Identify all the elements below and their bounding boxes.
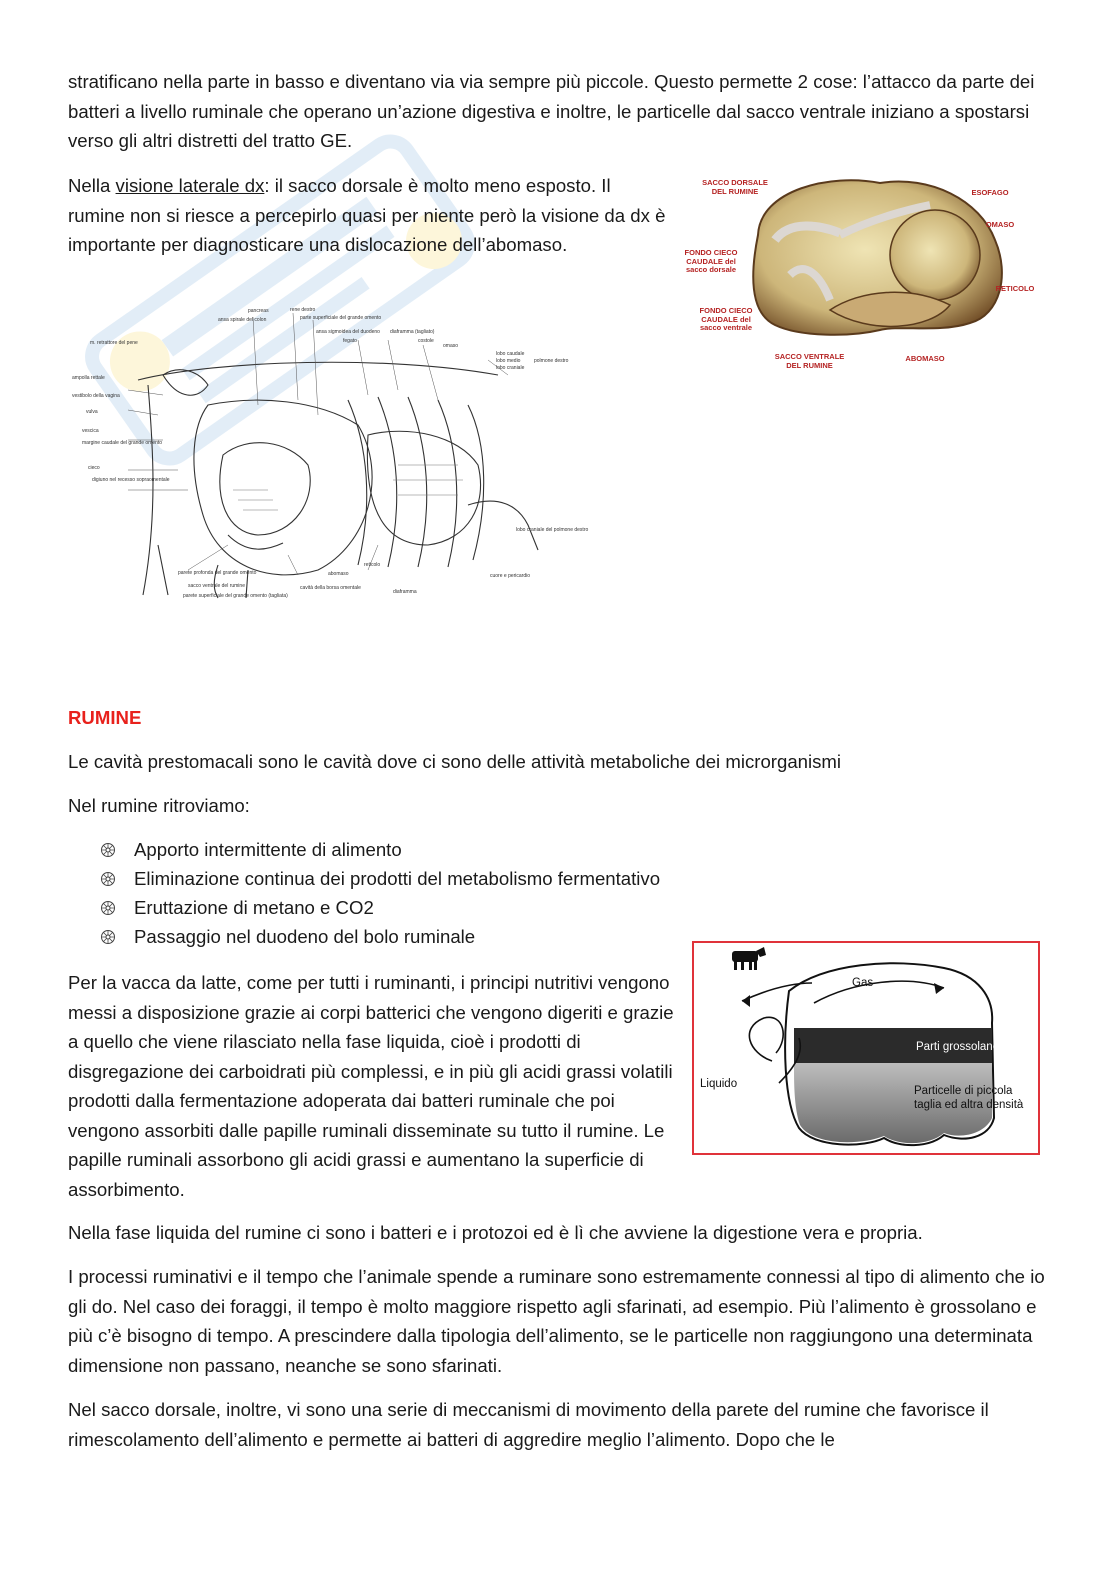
paragraph-dorsal-sac: Nel sacco dorsale, inoltre, vi sono una serie di meccanismi di movimento della parete del rumine che favorisce il rimescolamento dell’alimento e permette ai batteri di aggredire meglio l’alimento. Dopo che le [68, 1399, 989, 1450]
anatomy-drawing [68, 305, 578, 600]
paragraph-liquid-phase: Nella fase liquida del rumine ci sono i batteri e i protozoi ed è lì che avviene la digestione vera e propria. [68, 1222, 923, 1243]
anat-label-11: lobo medio [496, 358, 521, 364]
list-item [100, 923, 660, 952]
paragraph-nutrients: Per la vacca da latte, come per tutti i ruminanti, i principi nutritivi vengono messi a disposizione grazie ai corpi batterici che vengono digeriti e grazie a quello che viene rilasciato nella fase liquida, cioè i prodotti di disgregazione dei carboidrati più complessi, e in più gli acidi grassi volatili prodotti dalla fermentazione adoperata dai batteri ruminale che poi vengono assorbiti dalle papille ruminali disseminate su tutto il rumine. Le papille ruminali assorbono gli acidi grassi e aumentano la superficie di assorbimento. [68, 972, 674, 1200]
anat-label-20: cieco [88, 465, 100, 471]
paragraph-list-lead: Nel rumine ritroviamo: [68, 795, 250, 816]
rumen-stratification-diagram [692, 941, 1040, 1155]
label-omaso: OMASO [985, 220, 1015, 229]
para-underlined: visione laterale dx [115, 175, 265, 196]
list-item [100, 835, 660, 864]
anat-label-15: ampolla rettale [72, 375, 105, 381]
label-sacco-ventrale: SACCO VENTRALE DEL RUMINE [774, 352, 845, 370]
anat-label-10: lobo caudale [496, 351, 525, 357]
diagram-label-particelle: Particelle di piccola taglia ed altra densità [914, 1085, 1024, 1111]
diagram-label-parti: Parti grossolane [916, 1041, 1000, 1053]
anat-label-27: reticolo [364, 562, 381, 568]
list-item [100, 893, 660, 922]
anat-label-30: parete superficiale del grande omento (tagliata) [183, 593, 288, 599]
anat-label-9: omaso [443, 343, 459, 349]
anatomy-line-drawing [68, 305, 589, 600]
anat-label-1: pancreas [248, 308, 269, 314]
anat-label-6: fegato [343, 338, 357, 344]
gear-bullet-icon [100, 900, 134, 916]
anat-label-28: cavità della borsa omentale [300, 585, 361, 591]
anat-label-21: digiuno nel recesso sopraomentale [92, 477, 170, 483]
bullet-list [100, 835, 660, 952]
anat-label-24: parete profonda del grande omento [178, 570, 257, 576]
anat-label-25: sacco ventrale del rumine [188, 583, 245, 589]
anat-label-18: vescica [82, 428, 99, 434]
paragraph-continuation: stratificano nella parte in basso e diventano via via sempre più piccole. Questo permette 2 cose: l’attacco da parte dei batteri a livello ruminale che operano un’azione digestiva e inoltre, le particelle dal sacco ventrale iniziano a spostarsi verso gli altri distretti del tratto GE. [68, 71, 1035, 151]
paragraph-intro: Le cavità prestomacali sono le cavità dove ci sono delle attività metaboliche dei microrganismi [68, 751, 842, 772]
anat-label-7: diaframma (tagliato) [390, 329, 435, 335]
cow-icon [732, 947, 766, 970]
bullet-text: Passaggio nel duodeno del bolo ruminale [134, 926, 476, 948]
anat-label-26: abomaso [328, 571, 349, 577]
label-fondo-dorsale: FONDO CIECO CAUDALE del sacco dorsale [684, 248, 738, 274]
anat-label-8: costole [418, 338, 434, 344]
anat-label-29: diaframma [393, 589, 417, 595]
anat-label-14: m. retrattore del pene [90, 340, 138, 346]
diagram-label-gas: Gas [852, 977, 874, 989]
label-esofago: ESOFAGO [971, 188, 1009, 197]
para-lead: Nella [68, 175, 116, 196]
para-rest: : il sacco dorsale è molto meno esposto. Il rumine non si riesce a percepirlo quasi per niente però la visione da dx è importante per diagnosticare una dislocazione dell’abomaso. [68, 175, 666, 255]
label-sacco-dorsale: SACCO DORSALE DEL RUMINE [702, 178, 768, 196]
gear-bullet-icon [100, 871, 134, 887]
label-reticolo: RETICOLO [995, 284, 1035, 293]
anat-label-12: lobo craniale [496, 365, 525, 371]
anat-label-2: ansa spirale del colon [218, 317, 267, 323]
diagram-label-liquido: Liquido [700, 1078, 738, 1090]
anat-label-13: polmone destro [534, 358, 569, 364]
rumen-illustration [680, 165, 1050, 375]
bullet-text: Apporto intermittente di alimento [134, 838, 402, 860]
section-heading: RUMINE [68, 707, 142, 728]
anat-label-22: lobo craniale del polmone destro [516, 527, 589, 533]
paragraph-rumination: I processi ruminativi e il tempo che l’animale spende a ruminare sono estremamente connessi al tipo di alimento che io gli do. Nel caso dei foraggi, il tempo è molto maggiore rispetto agli sfarinati, ad esempio. Più l’alimento è grossolano e più c’è bisogno di tempo. A prescindere dalla tipologia dell’alimento, se le particelle non raggiungono una determinata dimensione non passano, neanche se sono sfarinati. [68, 1266, 1045, 1376]
paragraph-right-view [68, 171, 668, 260]
anat-label-16: vestibolo della vagina [72, 393, 120, 399]
anat-label-5: ansa sigmoidea del duodeno [316, 329, 380, 335]
anat-label-17: vulva [86, 409, 98, 415]
list-item [100, 864, 660, 893]
anat-label-19: margine caudale del grande omento [82, 440, 163, 446]
bullet-text: Eruttazione di metano e CO2 [134, 897, 374, 919]
anat-label-4: parte superficiale del grande omento [300, 315, 382, 321]
anat-label-3: rene destro [290, 307, 316, 313]
gear-bullet-icon [100, 929, 134, 945]
bullet-text: Eliminazione continua dei prodotti del metabolismo fermentativo [134, 868, 661, 890]
gear-bullet-icon [100, 842, 134, 858]
label-abomaso: ABOMASO [905, 354, 945, 363]
label-fondo-ventrale: FONDO CIECO CAUDALE del sacco ventrale [699, 306, 753, 332]
anat-label-23: cuore e pericardio [490, 573, 531, 579]
